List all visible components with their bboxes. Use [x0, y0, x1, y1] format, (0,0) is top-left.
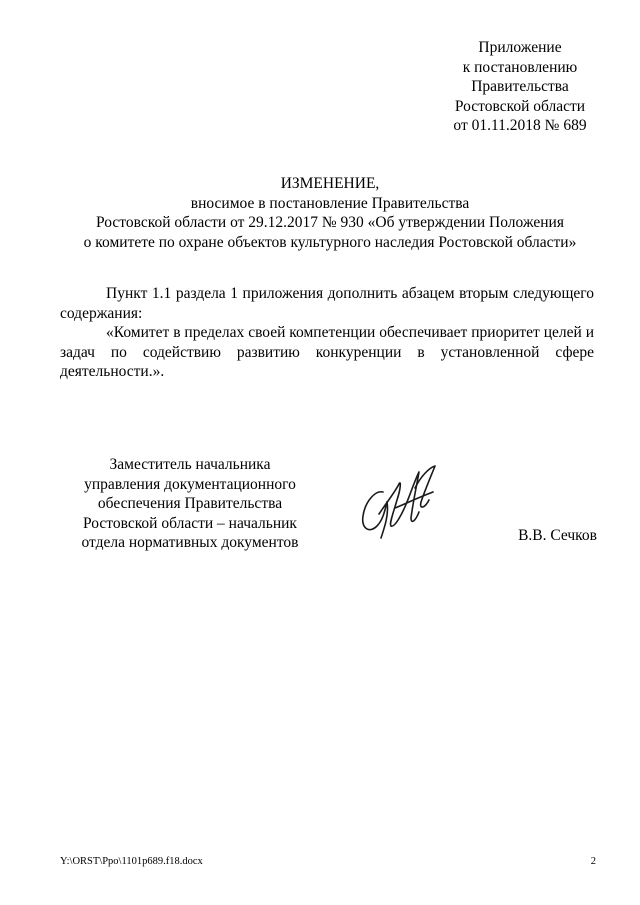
- position-line: Ростовской области – начальник: [83, 514, 297, 532]
- body-paragraph: «Комитет в пределах своей компетенции обеспечивает приоритет целей и задач по содействию развитию конкуренции в установленной сфере деятельности.».: [60, 324, 594, 380]
- signatory-name: В.В. Сечков: [518, 527, 597, 544]
- appendix-line: к постановлению: [462, 58, 578, 76]
- body-paragraph: Пункт 1.1 раздела 1 приложения дополнить абзацем вторым следующего содержания:: [60, 285, 594, 322]
- title-line: о комитете по охране объектов культурного наследия Ростовской области»: [83, 233, 577, 251]
- position-line: управления документационного: [84, 475, 296, 493]
- title-line: Ростовской области от 29.12.2017 № 930 «Об утверждении Положения: [96, 214, 564, 231]
- footer-page-number: 2: [590, 856, 596, 867]
- document-body: [60, 284, 594, 382]
- handwritten-signature: [355, 462, 445, 544]
- position-line: обеспечения Правительства: [97, 495, 283, 512]
- title-heading: ИЗМЕНЕНИЕ,: [280, 175, 380, 192]
- position-line: Заместитель начальника: [109, 456, 271, 473]
- appendix-line: Правительства: [471, 78, 569, 95]
- footer-file-path: Y:\ORST\Ppo\1101p689.f18.docx: [60, 856, 203, 867]
- document-title: [60, 174, 600, 252]
- appendix-line: от 01.11.2018 № 689: [453, 117, 587, 134]
- title-line: вносимое в постановление Правительства: [190, 194, 470, 212]
- appendix-line: Ростовской области: [454, 97, 586, 115]
- signatory-position: [60, 455, 320, 553]
- appendix-line: Приложение: [478, 39, 562, 56]
- appendix-header: [420, 38, 620, 136]
- position-line: отдела нормативных документов: [81, 534, 299, 551]
